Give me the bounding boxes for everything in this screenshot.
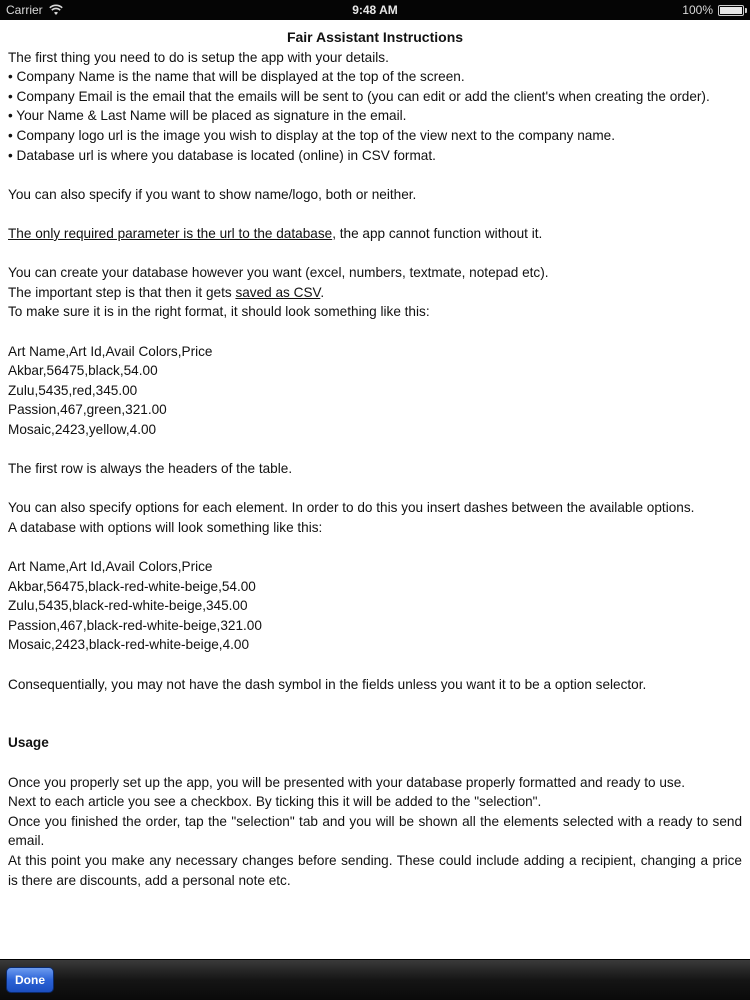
csv-line: Zulu,5435,red,345.00	[8, 382, 138, 398]
csv-line: Akbar,56475,black,54.00	[8, 363, 158, 379]
done-button[interactable]: Done	[6, 967, 54, 993]
status-bar	[0, 0, 750, 20]
usage-text: Next to each article you see a checkbox. By ticking this it will be added to the "selection".	[8, 794, 542, 810]
options-text: You can also specify options for each element. In order to do this you insert dashes between the available options.	[8, 500, 695, 516]
important-text	[8, 283, 742, 303]
csv-options-line: Art Name,Art Id,Avail Colors,Price	[8, 559, 213, 575]
important-pre: The important step is that then it gets	[8, 284, 236, 300]
options-db-text: A database with options will look something like this:	[8, 519, 323, 535]
specify-text: You can also specify if you want to show name/logo, both or neither.	[8, 186, 417, 202]
usage-text: At this point you make any necessary changes before sending. These could include adding a recipient, changing a price is there are discounts, add a personal note etc.	[8, 852, 742, 888]
battery-icon	[718, 5, 744, 16]
usage-text: Once you properly set up the app, you will be presented with your database properly formatted and ready to use.	[8, 774, 686, 790]
first-row-text: The first row is always the headers of the table.	[8, 461, 293, 477]
status-right	[682, 0, 744, 20]
csv-options-line: Mosaic,2423,black-red-white-beige,4.00	[8, 637, 250, 653]
csv-line: Mosaic,2423,yellow,4.00	[8, 421, 157, 437]
bullet-company-name: • Company Name is the name that will be displayed at the top of the screen.	[8, 69, 465, 85]
status-time: 9:48 AM	[352, 3, 398, 17]
instructions-view[interactable]	[0, 20, 750, 959]
battery-fill	[720, 7, 742, 14]
bullet-company-email: • Company Email is the email that the emails will be sent to (you can edit or add the client's when creating the order).	[8, 88, 710, 104]
dash-note-text: Consequentially, you may not have the dash symbol in the fields unless you want it to be a option selector.	[8, 676, 647, 692]
required-underlined: The only required parameter is the url to the database	[8, 225, 333, 241]
bullet-database-url: • Database url is where you database is located (online) in CSV format.	[8, 147, 436, 163]
required-text	[8, 224, 742, 244]
bullet-signature: • Your Name & Last Name will be placed as signature in the email.	[8, 108, 407, 124]
usage-text: Once you finished the order, tap the "selection" tab and you will be shown all the elements selected with a ready to send email.	[8, 813, 742, 849]
csv-line: Art Name,Art Id,Avail Colors,Price	[8, 343, 213, 359]
bullet-logo-url: • Company logo url is the image you wish to display at the top of the view next to the company name.	[8, 127, 615, 143]
csv-line: Passion,467,green,321.00	[8, 402, 167, 418]
bottom-toolbar	[0, 959, 750, 1000]
battery-percent: 100%	[682, 3, 713, 17]
important-underlined: saved as CSV	[235, 284, 321, 300]
intro-text: The first thing you need to do is setup the app with your details.	[8, 49, 389, 65]
important-post: .	[320, 284, 325, 300]
csv-options-line: Akbar,56475,black-red-white-beige,54.00	[8, 578, 256, 594]
usage-heading: Usage	[8, 735, 49, 751]
page-title: Fair Assistant Instructions	[286, 29, 464, 45]
csv-options-line: Passion,467,black-red-white-beige,321.00	[8, 617, 262, 633]
csv-options-line: Zulu,5435,black-red-white-beige,345.00	[8, 598, 248, 614]
carrier-label: Carrier	[6, 3, 43, 17]
format-text: To make sure it is in the right format, it should look something like this:	[8, 304, 430, 320]
create-db-text: You can create your database however you want (excel, numbers, textmate, notepad etc).	[8, 265, 549, 281]
required-rest: , the app cannot function without it.	[332, 225, 543, 241]
